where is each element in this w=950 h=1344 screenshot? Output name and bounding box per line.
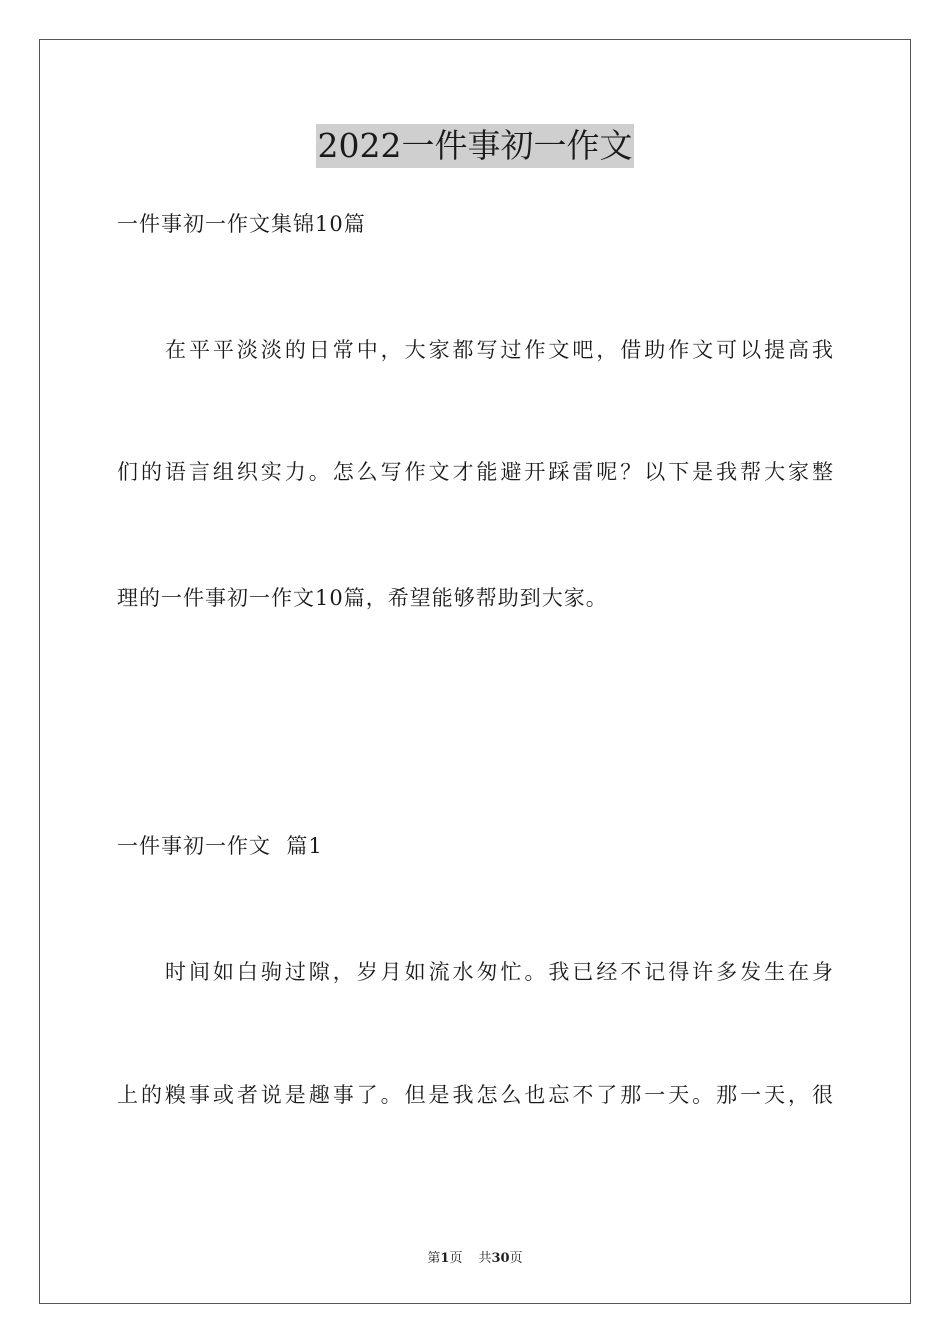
footer-total-pages: 30	[491, 1251, 510, 1266]
intro-line-2: 们的语言组织实力。怎么写作文才能避开踩雷呢？以下是我帮大家整	[117, 460, 833, 484]
footer-total-prefix: 共	[478, 1251, 492, 1266]
footer-prefix: 第	[427, 1251, 441, 1266]
footer-page-number: 1	[440, 1251, 450, 1266]
body-line-1: 时间如白驹过隙，岁月如流水匆忙。我已经不记得许多发生在身	[165, 960, 833, 984]
footer-page-suffix: 页	[449, 1251, 463, 1266]
footer-total-suffix: 页	[509, 1251, 523, 1266]
title-container	[0, 124, 950, 168]
intro-line-1: 在平平淡淡的日常中，大家都写过作文吧，借助作文可以提高我	[165, 338, 833, 362]
document-title: 2022一件事初一作文	[316, 124, 635, 168]
intro-line-3: 理的一件事初一作文10篇，希望能够帮助到大家。	[117, 586, 608, 610]
body-line-2: 上的糗事或者说是趣事了。但是我怎么也忘不了那一天。那一天，很	[117, 1083, 833, 1107]
document-subtitle: 一件事初一作文集锦10篇	[117, 212, 366, 236]
page-footer	[0, 1247, 950, 1266]
section-heading: 一件事初一作文 篇1	[117, 834, 323, 858]
